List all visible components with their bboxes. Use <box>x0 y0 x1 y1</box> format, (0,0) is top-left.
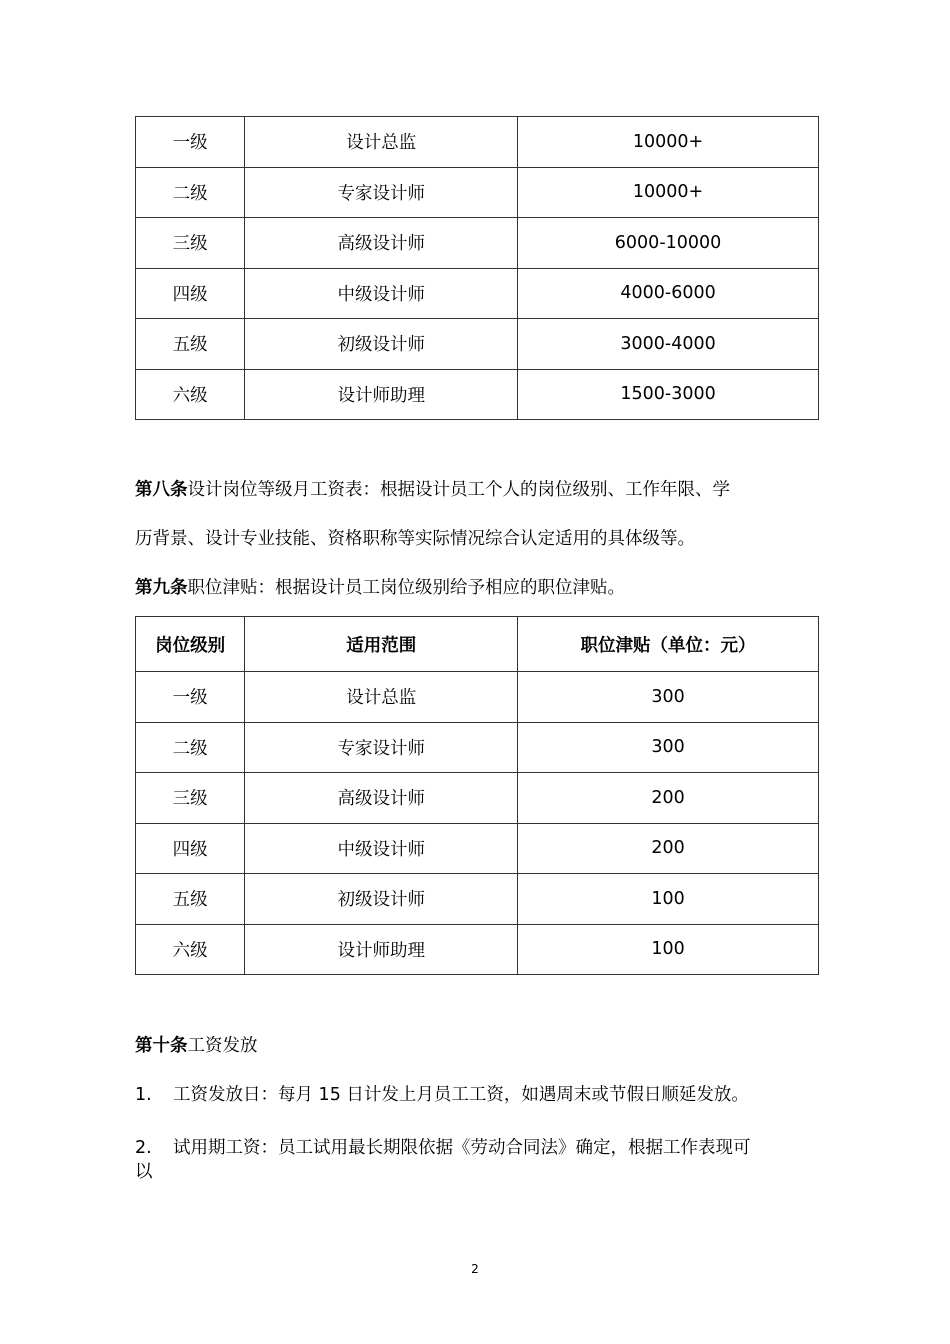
list-item <box>135 1083 825 1107</box>
level-cell: 三级 <box>136 218 245 269</box>
article-text: 设计岗位等级月工资表：根据设计员工个人的岗位级别、工作年限、学 <box>187 480 730 500</box>
table-row <box>136 268 819 319</box>
page-number: 2 <box>471 1262 479 1276</box>
allowance-cell: 200 <box>518 773 819 824</box>
list-item-continuation <box>135 1160 825 1184</box>
allowance-cell: 200 <box>518 823 819 874</box>
list-item <box>135 1136 825 1160</box>
table-row <box>136 773 819 824</box>
allowance-cell: 100 <box>518 924 819 975</box>
salary-cell: 10000+ <box>518 117 819 168</box>
position-cell: 初级设计师 <box>245 319 518 370</box>
table-row <box>136 319 819 370</box>
table-row <box>136 167 819 218</box>
article-9 <box>135 576 825 600</box>
level-cell: 五级 <box>136 319 245 370</box>
position-cell: 设计总监 <box>245 117 518 168</box>
table-row <box>136 218 819 269</box>
position-cell: 初级设计师 <box>245 874 518 925</box>
article-8-line-1 <box>135 478 825 502</box>
article-text: 历背景、设计专业技能、资格职称等实际情况综合认定适用的具体级等。 <box>135 529 695 549</box>
position-cell: 设计总监 <box>245 672 518 723</box>
salary-cell: 6000-10000 <box>518 218 819 269</box>
table-row <box>136 722 819 773</box>
salary-cell: 1500-3000 <box>518 369 819 420</box>
level-cell: 六级 <box>136 924 245 975</box>
list-text: 试用期工资：员工试用最长期限依据《劳动合同法》确定，根据工作表现可 <box>173 1138 751 1158</box>
position-cell: 高级设计师 <box>245 773 518 824</box>
level-cell: 四级 <box>136 268 245 319</box>
level-cell: 五级 <box>136 874 245 925</box>
table-row <box>136 823 819 874</box>
table-row <box>136 117 819 168</box>
salary-level-table <box>135 116 819 420</box>
list-text: 工资发放日：每月 15 日计发上月员工工资，如遇周末或节假日顺延发放。 <box>173 1085 749 1105</box>
article-heading: 第九条 <box>135 578 188 598</box>
list-number: 1. <box>135 1085 152 1105</box>
article-heading: 第八条 <box>135 480 188 500</box>
allowance-cell: 300 <box>518 722 819 773</box>
position-allowance-table <box>135 616 819 975</box>
list-text: 以 <box>135 1162 153 1182</box>
article-10 <box>135 1034 825 1058</box>
level-cell: 二级 <box>136 167 245 218</box>
position-cell: 高级设计师 <box>245 218 518 269</box>
position-cell: 设计师助理 <box>245 924 518 975</box>
article-8-line-2 <box>135 527 825 551</box>
article-text: 工资发放 <box>187 1036 258 1056</box>
salary-cell: 10000+ <box>518 167 819 218</box>
column-header: 职位津贴（单位：元） <box>518 617 819 672</box>
level-cell: 三级 <box>136 773 245 824</box>
salary-cell: 4000-6000 <box>518 268 819 319</box>
salary-cell: 3000-4000 <box>518 319 819 370</box>
table-header-row <box>136 617 819 672</box>
level-cell: 六级 <box>136 369 245 420</box>
article-heading: 第十条 <box>135 1036 188 1056</box>
table-row <box>136 874 819 925</box>
article-text: 职位津贴：根据设计员工岗位级别给予相应的职位津贴。 <box>187 578 625 598</box>
allowance-cell: 300 <box>518 672 819 723</box>
table-row <box>136 672 819 723</box>
level-cell: 二级 <box>136 722 245 773</box>
column-header: 适用范围 <box>245 617 518 672</box>
table-row <box>136 924 819 975</box>
column-header: 岗位级别 <box>136 617 245 672</box>
level-cell: 一级 <box>136 672 245 723</box>
position-cell: 中级设计师 <box>245 268 518 319</box>
list-number: 2. <box>135 1138 152 1158</box>
position-cell: 中级设计师 <box>245 823 518 874</box>
position-cell: 专家设计师 <box>245 722 518 773</box>
table-row <box>136 369 819 420</box>
position-cell: 设计师助理 <box>245 369 518 420</box>
level-cell: 四级 <box>136 823 245 874</box>
level-cell: 一级 <box>136 117 245 168</box>
position-cell: 专家设计师 <box>245 167 518 218</box>
allowance-cell: 100 <box>518 874 819 925</box>
